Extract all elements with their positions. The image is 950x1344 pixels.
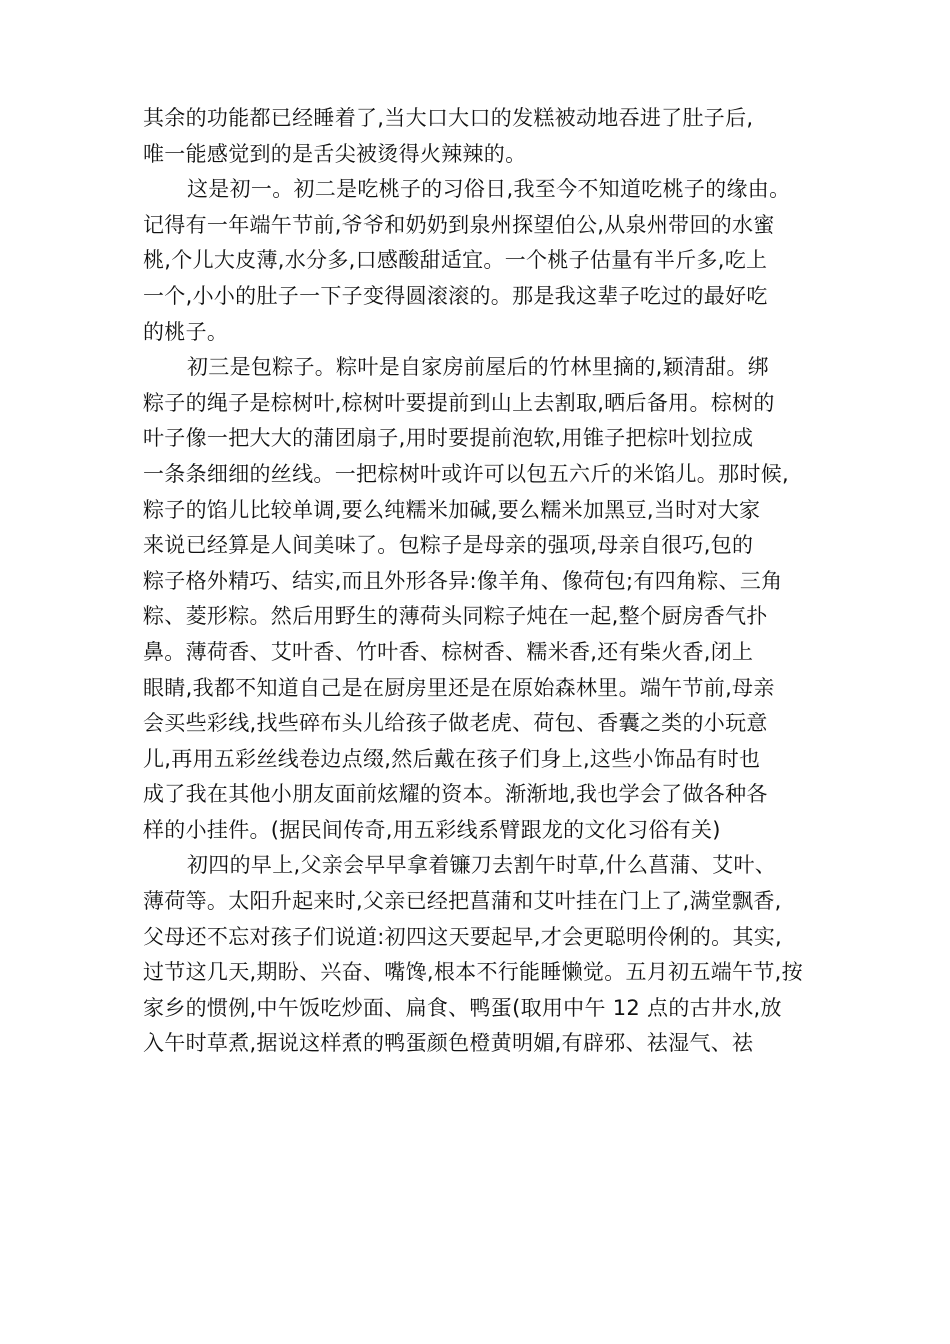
text-line: 成了我在其他小朋友面前炫耀的资本。渐渐地,我也学会了做各种各 — [143, 782, 768, 807]
text-line: 鼻。薄荷香、艾叶香、竹叶香、棕树香、糯米香,还有柴火香,闭上 — [143, 639, 754, 664]
text-line: 一个,小小的肚子一下子变得圆滚滚的。那是我这辈子吃过的最好吃 — [143, 283, 768, 308]
text-line: 眼睛,我都不知道自己是在厨房里还是在原始森林里。端午节前,母亲 — [143, 675, 775, 700]
text-line: 粽、菱形粽。然后用野生的薄荷头同粽子炖在一起,整个厨房香气扑 — [143, 604, 768, 629]
text-line: 儿,再用五彩丝线卷边点缀,然后戴在孩子们身上,这些小饰品有时也 — [143, 746, 761, 771]
text-line: 薄荷等。太阳升起来时,父亲已经把菖蒲和艾叶挂在门上了,满堂飘香, — [143, 889, 782, 914]
text-line: 一条条细细的丝线。一把棕树叶或许可以包五六斤的米馅儿。那时候, — [143, 461, 789, 486]
paragraph-start-line: 这是初一。初二是吃桃子的习俗日,我至今不知道吃桃子的缘由。 — [187, 177, 791, 202]
text-line: 父母还不忘对孩子们说道:初四这天要起早,才会更聪明伶俐的。其实, — [143, 924, 783, 949]
paragraph-start-line: 初四的早上,父亲会早早拿着镰刀去割午时草,什么菖蒲、艾叶、 — [187, 853, 777, 878]
paragraph-start-line: 初三是包粽子。粽叶是自家房前屋后的竹林里摘的,颖清甜。绑 — [187, 355, 770, 380]
text-line: 的桃子。 — [143, 319, 229, 344]
text-line: 家乡的惯例,中午饭吃炒面、扁食、鸭蛋(取用中午 12 点的古井水,放 — [143, 995, 782, 1020]
text-line: 样的小挂件。(据民间传奇,用五彩线系臂跟龙的文化习俗有关) — [143, 817, 721, 842]
text-line: 粽子格外精巧、结实,而且外形各异:像羊角、像荷包;有四角粽、三角 — [143, 568, 783, 593]
text-line: 叶子像一把大大的蒲团扇子,用时要提前泡软,用锥子把棕叶划拉成 — [143, 426, 754, 451]
text-line: 记得有一年端午节前,爷爷和奶奶到泉州探望伯公,从泉州带回的水蜜 — [143, 212, 775, 237]
text-line: 粽子的绳子是棕树叶,棕树叶要提前到山上去割取,晒后备用。棕树的 — [143, 390, 775, 415]
text-line: 来说已经算是人间美味了。包粽子是母亲的强项,母亲自很巧,包的 — [143, 533, 754, 558]
text-line: 入午时草煮,据说这样煮的鸭蛋颜色橙黄明媚,有辟邪、祛湿气、祛 — [143, 1031, 754, 1056]
text-line: 桃,个儿大皮薄,水分多,口感酸甜适宜。一个桃子估量有半斤多,吃上 — [143, 248, 768, 273]
text-line: 粽子的馅儿比较单调,要么纯糯米加碱,要么糯米加黑豆,当时对大家 — [143, 497, 761, 522]
text-line: 会买些彩线,找些碎布头儿给孩子做老虎、荷包、香囊之类的小玩意 — [143, 711, 768, 736]
document-body — [143, 101, 813, 1062]
text-line: 其余的功能都已经睡着了,当大口大口的发糕被动地吞进了肚子后, — [143, 106, 754, 130]
text-line: 过节这几天,期盼、兴奋、嘴馋,根本不行能睡懒觉。五月初五端午节,按 — [143, 960, 803, 985]
text-line: 唯一能感觉到的是舌尖被烫得火辣辣的。 — [143, 141, 527, 166]
